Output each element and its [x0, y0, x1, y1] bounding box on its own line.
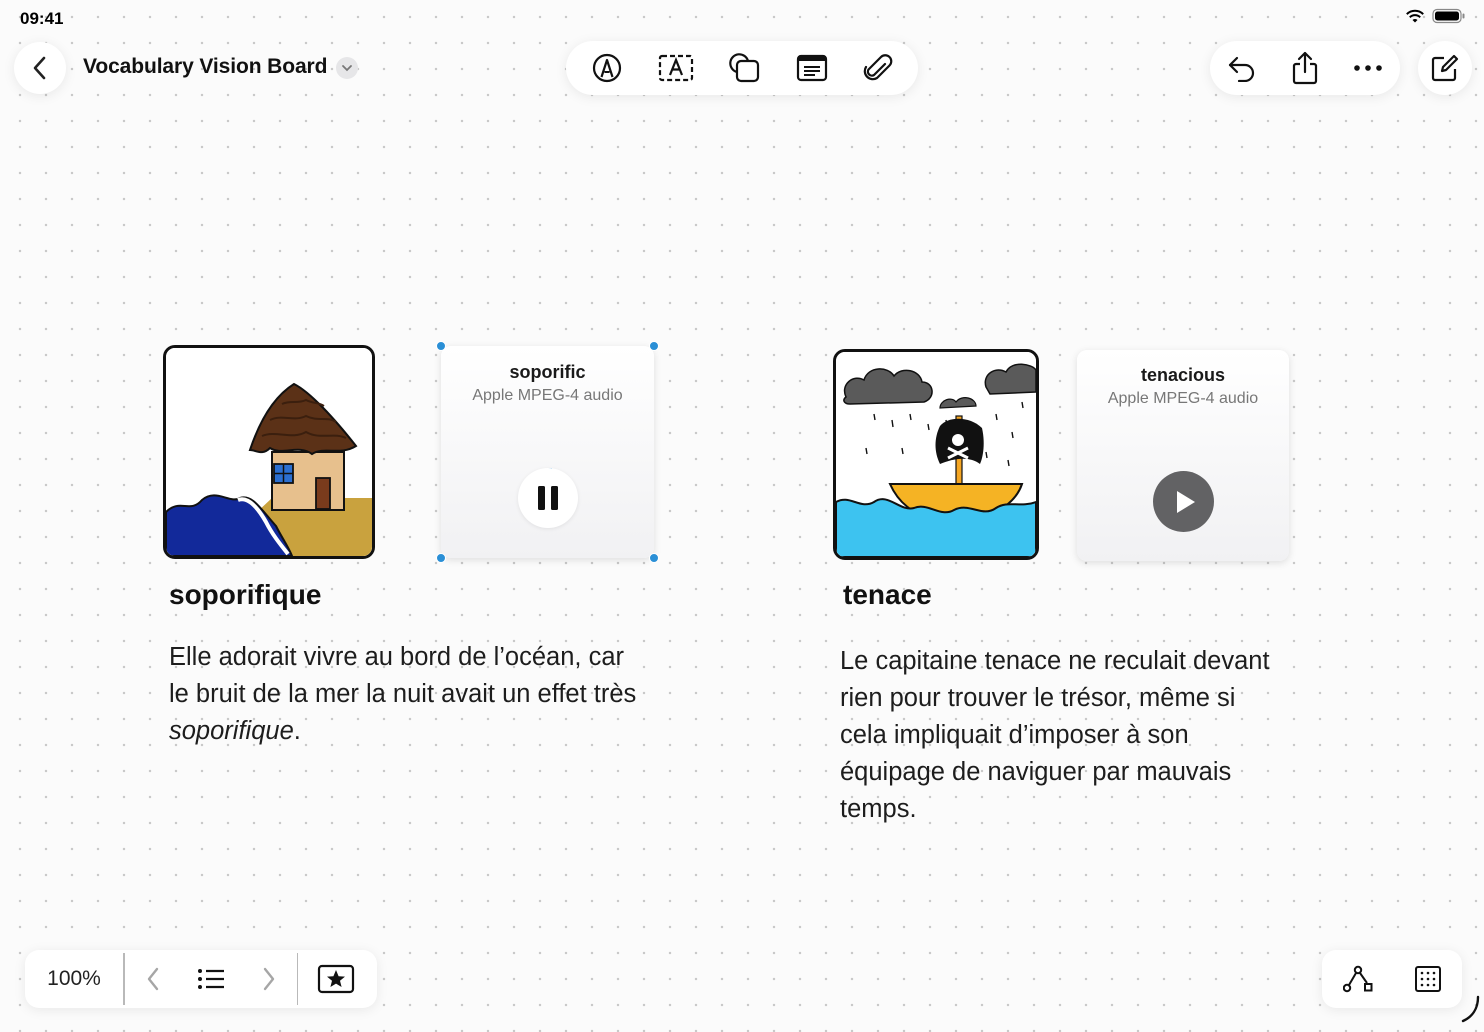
sentence-text: Elle adorait vivre au bord de l’océan, car le bruit de la mer la nuit avait un effet très — [169, 643, 637, 708]
vocab-word[interactable]: soporifique — [169, 579, 322, 610]
play-button[interactable] — [1153, 471, 1214, 532]
attachment-button[interactable] — [863, 52, 893, 84]
navigation-bar — [25, 950, 377, 1008]
next-scene-button[interactable] — [241, 950, 297, 1008]
pirate-ship-storm-drawing[interactable] — [833, 349, 1039, 560]
more-icon — [1353, 64, 1383, 72]
wifi-icon — [1405, 9, 1425, 24]
selection-handle-bottom-left[interactable] — [436, 553, 446, 563]
share-icon — [1291, 51, 1319, 85]
audio-card-soporific[interactable] — [441, 346, 654, 558]
sentence-end: . — [293, 717, 301, 745]
actions-toolbar — [1210, 41, 1400, 95]
add-scene-button[interactable] — [298, 950, 374, 1008]
shapes-button[interactable] — [728, 52, 762, 84]
example-sentence[interactable]: Le capitaine tenace ne reculait devant rien pour trouver le trésor, même si cela impliquait d’imposer à son équipage de naviguer par mauvais temps. — [840, 647, 1270, 823]
pause-button[interactable] — [518, 468, 578, 528]
house-by-sea-drawing[interactable] — [163, 345, 375, 559]
status-icons — [1405, 8, 1466, 24]
chevron-right-icon — [262, 967, 276, 991]
battery-icon — [1432, 8, 1466, 24]
selection-handle-bottom-right[interactable] — [649, 553, 659, 563]
pen-tool-button[interactable] — [591, 52, 623, 84]
canvas-tools — [1322, 950, 1462, 1008]
undo-icon — [1227, 54, 1257, 82]
sticky-note-button[interactable] — [796, 54, 828, 82]
previous-scene-button[interactable] — [125, 950, 181, 1008]
audio-card-tenacious[interactable] — [1077, 350, 1289, 561]
chevron-left-icon — [146, 967, 160, 991]
back-button[interactable] — [14, 42, 66, 94]
connector-icon — [1343, 965, 1373, 993]
zoom-level[interactable]: 100% — [47, 967, 101, 990]
audio-title: tenacious — [1140, 365, 1226, 385]
sticky-note-icon — [796, 54, 828, 82]
list-icon — [197, 968, 225, 990]
pen-tool-icon — [591, 52, 623, 84]
audio-title: soporific — [509, 362, 586, 382]
chevron-left-icon — [32, 55, 48, 81]
play-icon — [1171, 488, 1197, 516]
more-button[interactable] — [1353, 64, 1383, 72]
connector-button[interactable] — [1343, 965, 1373, 993]
grid-button[interactable] — [1414, 965, 1442, 993]
insert-toolbar — [566, 41, 918, 95]
house-illustration — [166, 348, 372, 556]
sentence-emphasis: soporifique — [169, 717, 294, 745]
star-box-icon — [317, 964, 355, 994]
text-box-button[interactable] — [658, 54, 694, 82]
undo-button[interactable] — [1227, 54, 1257, 82]
grid-icon — [1414, 965, 1442, 993]
audio-subtitle: Apple MPEG-4 audio — [472, 387, 623, 404]
pause-icon — [536, 485, 560, 511]
attachment-icon — [863, 52, 893, 84]
compose-button[interactable] — [1418, 41, 1472, 95]
selection-handle-top-right[interactable] — [649, 341, 659, 351]
resize-corner-indicator — [1460, 995, 1482, 1025]
selection-handle-top-left[interactable] — [436, 341, 446, 351]
share-button[interactable] — [1291, 51, 1319, 85]
shapes-icon — [728, 52, 762, 84]
text-box-icon — [658, 54, 694, 82]
vocab-word[interactable]: tenace — [843, 579, 932, 610]
pirate-ship-illustration — [836, 352, 1036, 557]
scenes-list-button[interactable] — [181, 950, 241, 1008]
example-sentence[interactable] — [169, 639, 639, 750]
compose-icon — [1430, 53, 1460, 83]
status-time: 09:41 — [20, 9, 64, 28]
board-title[interactable]: Vocabulary Vision Board — [83, 55, 328, 78]
audio-subtitle: Apple MPEG-4 audio — [1107, 390, 1259, 407]
chevron-down-icon — [341, 64, 353, 72]
title-menu-button[interactable] — [336, 57, 358, 79]
